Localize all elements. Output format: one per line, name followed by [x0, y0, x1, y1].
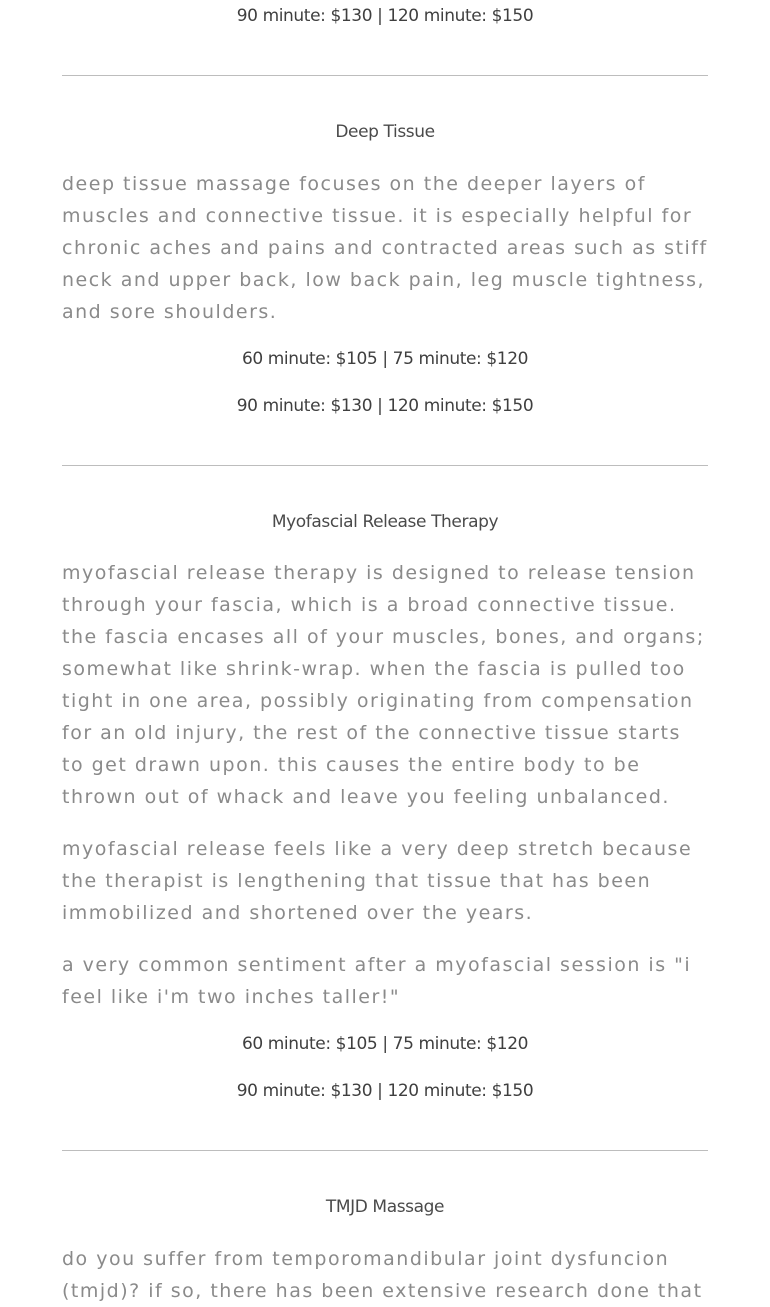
service-heading-myofascial: Myofascial Release Therapy	[271, 512, 499, 532]
price-line: 90 minute: $130 | 120 minute: $150	[236, 1081, 534, 1101]
price-line: 60 minute: $105 | 75 minute: $120	[241, 1034, 529, 1054]
section-divider	[62, 75, 708, 76]
service-description: myofascial release therapy is designed to release tension through your fascia, which is a broad connective tissue. the fascia encases all of your muscles, bones, and organs; somewhat like shrink-wrap. when the fascia is pulled too tight in one area, possibly originating from compensation for an old injury, the rest of the connective tissue starts to get drawn upon. this causes the entire body to be thrown out of whack and leave you feeling unbalanced.	[62, 562, 705, 808]
service-heading-tmjd: TMJD Massage	[325, 1197, 445, 1217]
service-description: do you suffer from temporomandibular joint dysfuncion (tmjd)? if so, there has been extensive research done that	[62, 1248, 703, 1302]
service-description: deep tissue massage focuses on the deeper layers of muscles and connective tissue. it is especially helpful for chronic aches and pains and contracted areas such as stiff neck and upper back, low back pain, leg muscle tightness, and sore shoulders.	[62, 173, 708, 323]
price-line: 60 minute: $105 | 75 minute: $120	[241, 349, 529, 369]
price-line: 90 minute: $130 | 120 minute: $150	[236, 396, 534, 416]
service-description: a very common sentiment after a myofascial session is "i feel like i'm two inches taller!"	[62, 954, 692, 1008]
service-heading-deep-tissue: Deep Tissue	[335, 122, 435, 142]
price-line: 90 minute: $130 | 120 minute: $150	[236, 6, 534, 26]
section-divider	[62, 465, 708, 466]
section-divider	[62, 1150, 708, 1151]
service-description: myofascial release feels like a very deep stretch because the therapist is lengthening that tissue that has been immobilized and shortened over the years.	[62, 838, 693, 924]
